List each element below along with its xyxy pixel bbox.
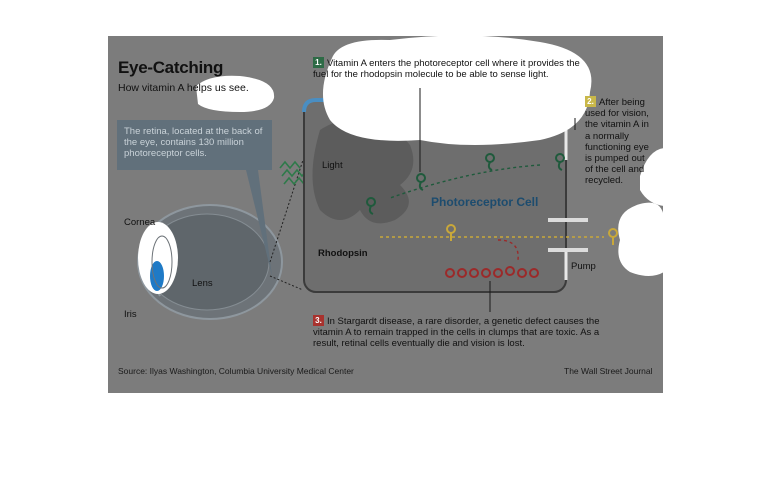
step-3: [313, 315, 613, 350]
graphic-title: Eye-Catching: [118, 58, 224, 77]
step-2: [585, 96, 653, 187]
label-pump: Pump: [571, 261, 596, 272]
occlusion-blob: [618, 203, 664, 276]
step-1: [313, 57, 593, 80]
label-rhodopsin: Rhodopsin: [318, 248, 368, 259]
label-light: Light: [322, 160, 343, 171]
graphic-subtitle: How vitamin A helps us see.: [118, 82, 249, 94]
light-waves-icon: [280, 162, 307, 184]
occlusion-blob: [323, 35, 591, 145]
label-iris: Iris: [124, 309, 137, 320]
retina-callout-text: The retina, located at the back of the eye, contains 130 million photoreceptor cells.: [124, 126, 263, 159]
step-2-badge: 2.: [585, 96, 596, 107]
publisher-credit: The Wall Street Journal: [564, 366, 653, 376]
step-1-badge: 1.: [313, 57, 324, 68]
step-2-text: After being used for vision, the vitamin A in a normally functioning eye is pumped out of the cell and recycled.: [585, 97, 649, 187]
label-lens: Lens: [192, 278, 213, 289]
step-3-badge: 3.: [313, 315, 324, 326]
source-note: Source: Ilyas Washington, Columbia University Medical Center: [118, 366, 354, 376]
label-cornea: Cornea: [124, 217, 156, 228]
cell-title: Photoreceptor Cell: [431, 195, 539, 209]
step-3-text: In Stargardt disease, a rare disorder, a genetic defect causes the vitamin A to remain trapped in the cells in clumps that are toxic. As a result, retinal cells eventually die and vision is lost.: [313, 316, 600, 350]
step-1-text: Vitamin A enters the photoreceptor cell where it provides the fuel for the rhodopsin molecule to be able to sense light.: [313, 58, 580, 81]
